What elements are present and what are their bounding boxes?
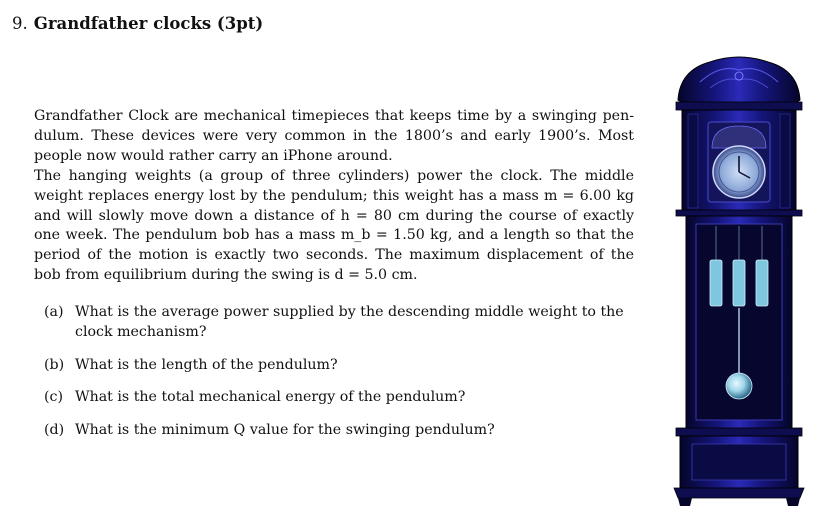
motion-line: and will slowly move down a distance of h = 80 cm during the course of exactly xyxy=(34,207,634,224)
problem-title: Grandfather clocks (3pt) xyxy=(33,14,264,33)
question-text: What is the length of the pendulum? xyxy=(75,356,338,373)
motion-line: bob from equilibrium during the swing is d = 5.0 cm. xyxy=(34,266,418,283)
question-text: What is the total mechanical energy of the pendulum? xyxy=(75,389,466,406)
question-list xyxy=(44,303,634,454)
intro-line: Grandfather Clock are mechanical timepieces that keeps time by a swinging pen- xyxy=(34,108,634,124)
intro-paragraph xyxy=(34,107,634,166)
problem-heading xyxy=(12,14,263,33)
question-label: (b) xyxy=(44,356,65,373)
question-c xyxy=(44,388,634,408)
question-text: clock mechanism? xyxy=(75,323,207,340)
motion-line: weight replaces energy lost by the pendulum; this weight has a mass m = 6.00 kg xyxy=(34,187,634,204)
grandfather-clock-image xyxy=(670,52,808,506)
middle-weight xyxy=(733,260,745,306)
question-label: (a) xyxy=(44,304,64,320)
motion-paragraph xyxy=(34,167,634,286)
question-b xyxy=(44,356,634,376)
intro-line: people now would rather carry an iPhone around. xyxy=(34,147,393,164)
left-weight xyxy=(710,260,722,306)
question-text: What is the minimum Q value for the swinging pendulum? xyxy=(75,422,495,439)
question-label: (c) xyxy=(44,389,64,406)
right-weight xyxy=(756,260,768,306)
question-label: (d) xyxy=(44,422,65,439)
problem-number: 9. xyxy=(12,14,28,33)
question-text: What is the average power supplied by the descending middle weight to the xyxy=(75,304,624,320)
motion-line: one week. The pendulum bob has a mass m_b = 1.50 kg, and a length so that the xyxy=(34,227,634,244)
intro-line: dulum. These devices were very common in the 1800’s and early 1900’s. Most xyxy=(34,127,634,144)
motion-line: The hanging weights (a group of three cylinders) power the clock. The middle xyxy=(34,168,634,184)
pendulum-bob xyxy=(726,373,752,399)
motion-line: period of the motion is exactly two seconds. The maximum displacement of the xyxy=(34,247,634,264)
question-a xyxy=(44,303,634,343)
question-d xyxy=(44,421,634,441)
